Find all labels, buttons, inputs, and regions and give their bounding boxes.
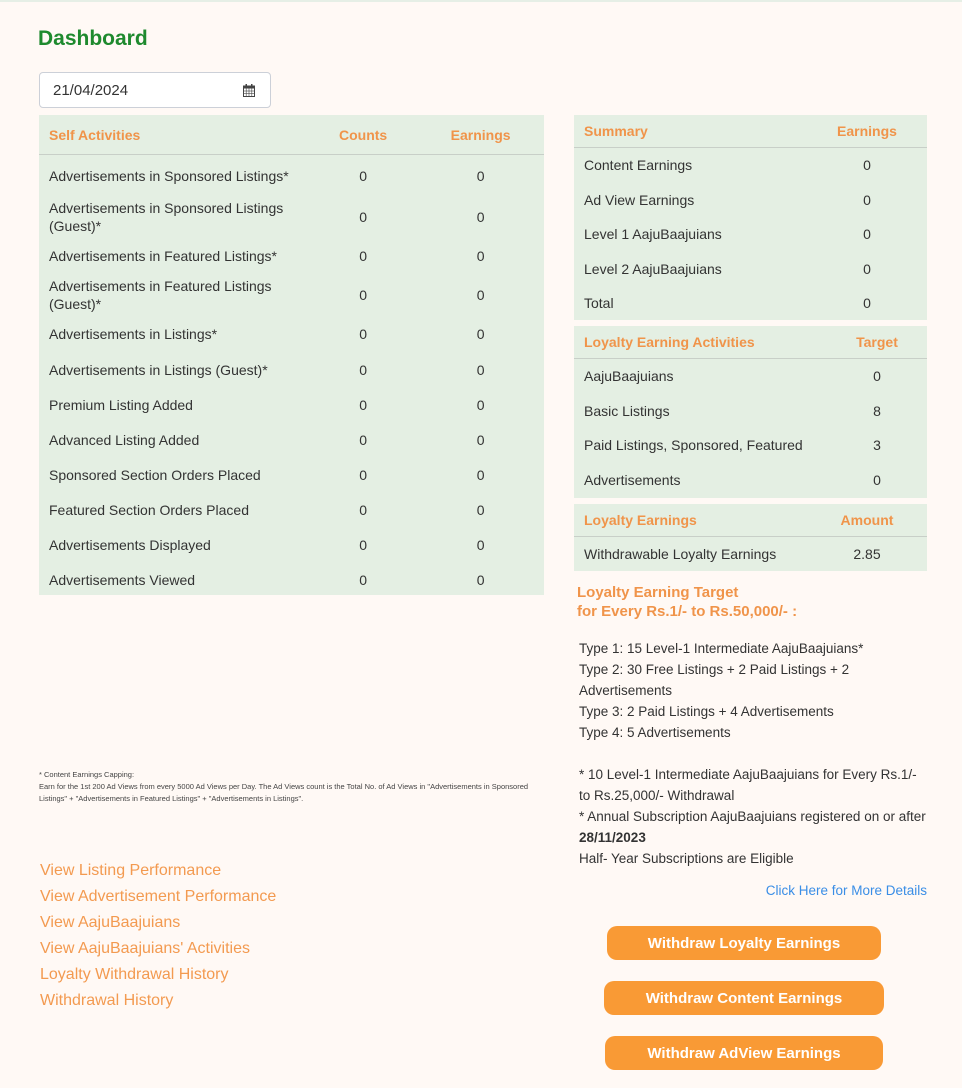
- activity-label: Advertisements Viewed: [49, 572, 196, 588]
- table-row: [574, 394, 927, 429]
- table-row: [39, 155, 544, 197]
- loyalty-activity-label: Paid Listings, Sponsored, Featured: [584, 437, 803, 454]
- activity-count: 0: [359, 467, 367, 483]
- activity-label: Advertisements Displayed: [49, 537, 211, 553]
- withdraw-content-button[interactable]: Withdraw Content Earnings: [604, 981, 884, 1015]
- col-earnings: Earnings: [417, 115, 544, 155]
- note-2: [579, 806, 929, 848]
- table-row: [39, 315, 544, 353]
- self-activities-table: [39, 115, 544, 598]
- activity-earnings: 0: [476, 397, 485, 413]
- capping-title: * Content Earnings Capping:: [39, 770, 135, 779]
- table-row: [39, 563, 544, 598]
- target-title-line1: Loyalty Earning Target: [577, 584, 739, 601]
- table-row: [574, 148, 927, 183]
- activity-label: Advertisements in Listings*: [49, 325, 218, 342]
- activity-earnings: 0: [476, 286, 485, 303]
- table-row: [574, 183, 927, 218]
- activity-count: 0: [359, 167, 367, 184]
- summary-label: Level 1 AajuBaajuians: [584, 226, 722, 243]
- activity-label: Advertisements in Sponsored Listings (Guest)*: [49, 199, 284, 234]
- activity-earnings: 0: [476, 167, 485, 184]
- summary-value: 0: [863, 226, 871, 243]
- loyalty-activities-table: [574, 326, 927, 497]
- target-types: [579, 638, 929, 743]
- table-row: [39, 528, 544, 563]
- summary-value: 0: [863, 191, 871, 208]
- table-row: [574, 359, 927, 394]
- col-counts: Counts: [309, 115, 417, 155]
- link-view-advertisement-performance[interactable]: View Advertisement Performance: [40, 888, 277, 905]
- link-view-aajubaajuians[interactable]: View AajuBaajuians: [40, 914, 181, 931]
- capping-text: Earn for the 1st 200 Ad Views from every 5000 Ad Views per Day. The Ad Views count is the Total No. of Ad Views in "Advertisements in Sponsored Listings" + "Advertisements in Featured Listings" + "Advertisements in Listings".: [39, 782, 529, 803]
- loyalty-activity-target: 3: [873, 437, 881, 454]
- activity-label: Advanced Listing Added: [49, 432, 200, 448]
- target-notes: [579, 764, 929, 869]
- activity-earnings: 0: [476, 325, 485, 342]
- table-row: [39, 353, 544, 388]
- col-loyalty-activities: Loyalty Earning Activities: [574, 326, 827, 359]
- summary-value: 0: [863, 157, 871, 174]
- table-row: [39, 423, 544, 458]
- table-row: [574, 428, 927, 463]
- activity-earnings: 0: [476, 467, 485, 483]
- note-1: * 10 Level-1 Intermediate AajuBaajuians for Every Rs.1/- to Rs.25,000/- Withdrawal: [579, 767, 917, 803]
- activity-count: 0: [359, 537, 367, 553]
- activity-count: 0: [359, 432, 367, 448]
- activity-earnings: 0: [476, 572, 485, 588]
- summary-label: Ad View Earnings: [584, 191, 695, 208]
- withdraw-adview-button[interactable]: Withdraw AdView Earnings: [605, 1036, 883, 1070]
- note-3: Half- Year Subscriptions are Eligible: [579, 851, 794, 866]
- date-input[interactable]: [39, 72, 271, 108]
- loyalty-earnings-panel: [574, 504, 927, 571]
- activity-label: Advertisements in Listings (Guest)*: [49, 362, 268, 378]
- self-activities-panel: [39, 115, 544, 595]
- activity-earnings: 0: [476, 432, 485, 448]
- activity-earnings: 0: [476, 502, 485, 518]
- summary-table: [574, 115, 927, 321]
- activity-count: 0: [359, 572, 367, 588]
- loyalty-earnings-amount: 2.85: [853, 546, 881, 563]
- table-row: [39, 458, 544, 493]
- loyalty-activity-label: AajuBaajuians: [584, 368, 674, 385]
- loyalty-target-title: [577, 583, 797, 621]
- target-title-line2: for Every Rs.1/- to Rs.50,000/- :: [577, 603, 798, 620]
- activity-earnings: 0: [476, 362, 485, 378]
- summary-label: Total: [584, 295, 614, 312]
- table-row: [39, 275, 544, 315]
- table-row: [39, 388, 544, 423]
- loyalty-activity-label: Basic Listings: [584, 402, 670, 419]
- type-2: Type 2: 30 Free Listings + 2 Paid Listings + 2 Advertisements: [579, 662, 850, 698]
- activity-label: Advertisements in Featured Listings*: [49, 247, 277, 264]
- type-4: Type 4: 5 Advertisements: [579, 725, 731, 740]
- capping-note: [39, 769, 549, 805]
- summary-value: 0: [863, 260, 871, 277]
- loyalty-activity-target: 8: [873, 402, 881, 419]
- activity-earnings: 0: [476, 208, 485, 225]
- type-3: Type 3: 2 Paid Listings + 4 Advertisements: [579, 704, 834, 719]
- table-row: [574, 537, 927, 572]
- link-view-aajubaajuians-activities[interactable]: View AajuBaajuians' Activities: [40, 940, 250, 957]
- activity-count: 0: [359, 286, 367, 303]
- col-summary: Summary: [574, 115, 807, 148]
- loyalty-earnings-label: Withdrawable Loyalty Earnings: [584, 546, 777, 563]
- loyalty-activity-label: Advertisements: [584, 471, 681, 488]
- note-2-date: 28/11/2023: [579, 830, 646, 845]
- activity-label: Featured Section Orders Placed: [49, 502, 249, 518]
- link-view-listing-performance[interactable]: View Listing Performance: [40, 862, 222, 879]
- link-loyalty-withdrawal-history[interactable]: Loyalty Withdrawal History: [40, 966, 229, 983]
- col-target: Target: [827, 326, 927, 359]
- note-2-text: * Annual Subscription AajuBaajuians registered on or after: [579, 809, 926, 824]
- activity-earnings: 0: [476, 537, 485, 553]
- activity-label: Advertisements in Featured Listings (Guest)*: [49, 277, 272, 312]
- col-loyalty-earnings: Loyalty Earnings: [574, 504, 807, 537]
- loyalty-activity-target: 0: [873, 471, 881, 488]
- activity-count: 0: [359, 502, 367, 518]
- activity-label: Sponsored Section Orders Placed: [49, 467, 261, 483]
- table-row: [39, 237, 544, 275]
- loyalty-activities-panel: [574, 326, 927, 498]
- table-row: [574, 252, 927, 287]
- activity-count: 0: [359, 362, 367, 378]
- calendar-icon[interactable]: [243, 84, 255, 97]
- col-summary-earnings: Earnings: [807, 115, 927, 148]
- summary-panel: [574, 115, 927, 320]
- table-row: [574, 463, 927, 498]
- summary-label: Level 2 AajuBaajuians: [584, 260, 722, 277]
- summary-value: 0: [863, 295, 871, 312]
- loyalty-earnings-table: [574, 504, 927, 572]
- activity-earnings: 0: [476, 247, 485, 264]
- table-row: [574, 217, 927, 252]
- page-title: Dashboard: [38, 27, 148, 50]
- withdraw-loyalty-button[interactable]: Withdraw Loyalty Earnings: [607, 926, 881, 960]
- activity-count: 0: [359, 397, 367, 413]
- table-row: [574, 286, 927, 321]
- table-row: [39, 493, 544, 528]
- loyalty-activity-target: 0: [873, 368, 881, 385]
- link-withdrawal-history[interactable]: Withdrawal History: [40, 992, 174, 1009]
- summary-label: Content Earnings: [584, 157, 693, 174]
- type-1: Type 1: 15 Level-1 Intermediate AajuBaajuians*: [579, 641, 864, 656]
- table-row: [39, 197, 544, 237]
- nav-links: [40, 858, 276, 1014]
- activity-label: Premium Listing Added: [49, 397, 193, 413]
- top-divider: [0, 0, 962, 2]
- activity-label: Advertisements in Sponsored Listings*: [49, 167, 289, 184]
- activity-count: 0: [359, 247, 367, 264]
- date-value: 21/04/2024: [53, 82, 129, 99]
- col-amount: Amount: [807, 504, 927, 537]
- activity-count: 0: [359, 208, 367, 225]
- activity-count: 0: [359, 325, 367, 342]
- col-self-activities: Self Activities: [39, 115, 309, 155]
- more-details-link[interactable]: Click Here for More Details: [765, 883, 927, 898]
